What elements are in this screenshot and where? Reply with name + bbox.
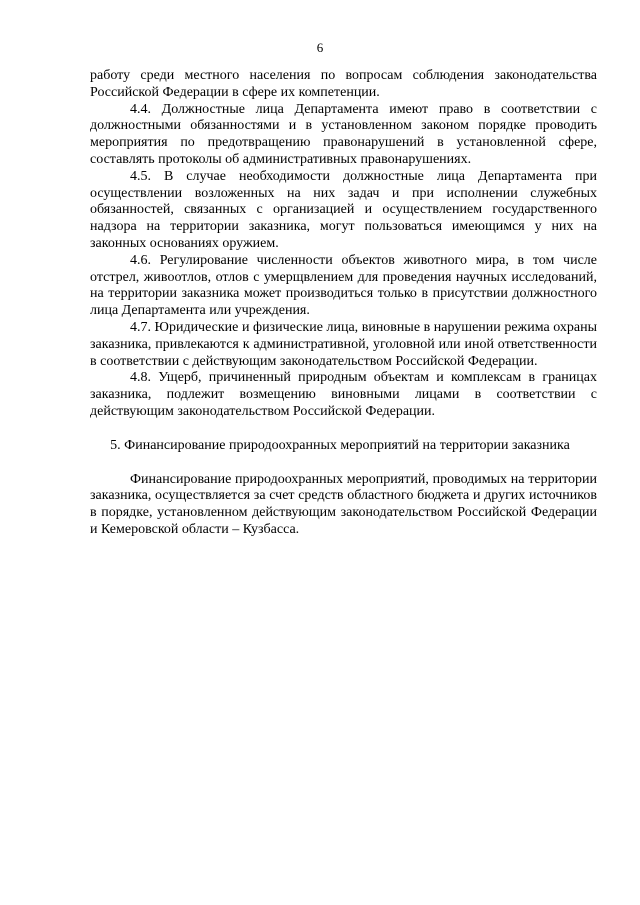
- paragraph-4-7: 4.7. Юридические и физические лица, виновные в нарушении режима охраны заказника, привлекаются к административной, уголовной или иной ответственности в соответствии с действующим законодательством Российской Федерации.: [90, 319, 597, 369]
- paragraph-4-5: 4.5. В случае необходимости должностные лица Департамента при осуществлении возложенных на них задач и при исполнении служебных обязанностей, связанных с организацией и осуществлением государственного надзора на территории заказника, могут пользоваться имеющимся у них на законных основаниях оружием.: [90, 168, 597, 251]
- paragraph-4-4: 4.4. Должностные лица Департамента имеют право в соответствии с должностными обязанностями и в установленном законом порядке проводить мероприятия по предотвращению правонарушений в установленной сфере, составлять протоколы об административных правонарушениях.: [90, 101, 597, 167]
- paragraph-continuation: работу среди местного населения по вопросам соблюдения законодательства Российской Федерации в сфере их компетенции.: [90, 68, 597, 100]
- section-5-heading: 5. Финансирование природоохранных мероприятий на территории заказника: [110, 437, 570, 453]
- page-number: 6: [316, 40, 324, 55]
- section-5-paragraph: Финансирование природоохранных мероприятий, проводимых на территории заказника, осуществляется за счет средств областного бюджета и других источников в порядке, установленном действующим законодательством Российской Федерации и Кемеровской области – Кузбасса.: [90, 471, 597, 537]
- document-body: [90, 68, 597, 539]
- paragraph-4-6: 4.6. Регулирование численности объектов животного мира, в том числе отстрел, живоотлов, отлов с умерщвлением для проведения научных исследований, на территории заказника может производиться только в присутствии должностного лица Департамента или учреждения.: [90, 252, 597, 319]
- paragraph-4-8: 4.8. Ущерб, причиненный природным объектам и комплексам в границах заказника, подлежит возмещению виновными лицами в соответствии с действующим законодательством Российской Федерации.: [90, 370, 597, 419]
